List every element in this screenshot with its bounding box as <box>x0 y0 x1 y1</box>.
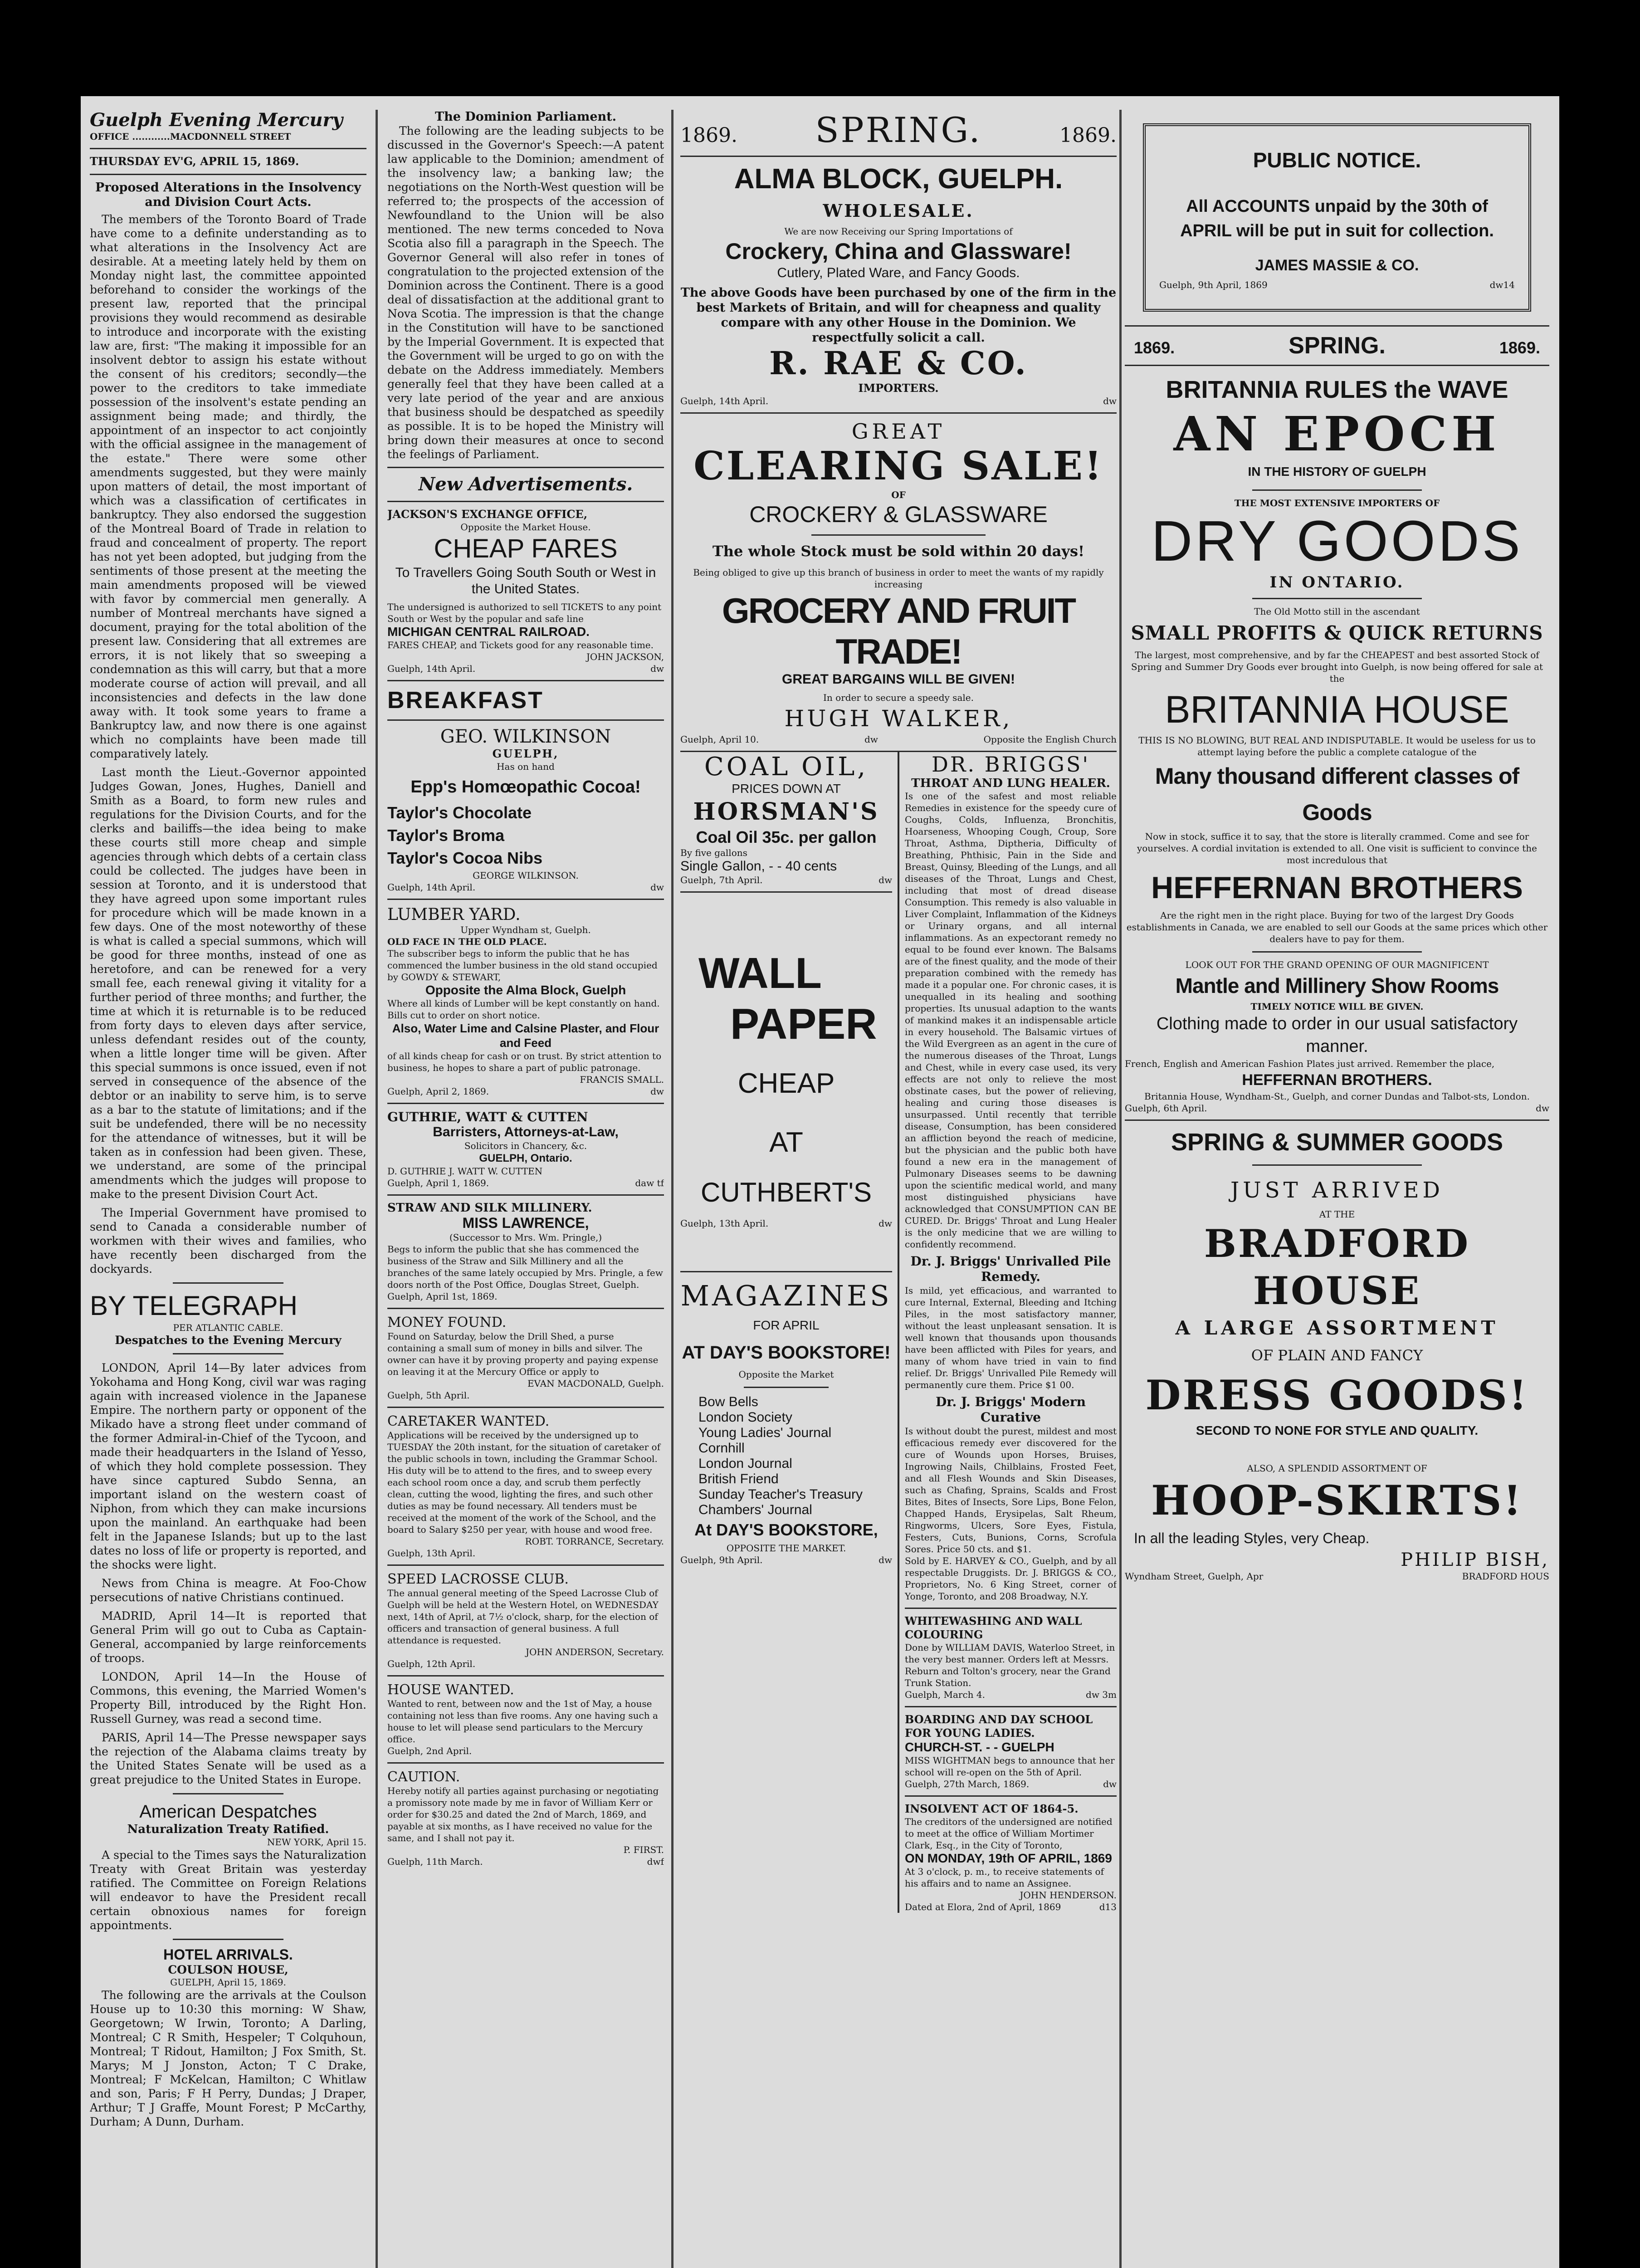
ad-text: Taylor's Chocolate <box>387 803 532 822</box>
ad-signature: JOHN ANDERSON, Secretary. <box>525 1647 664 1657</box>
ad-text: FARES CHEAP, and Tickets good for any reasonable time. <box>387 640 654 650</box>
caretaker-ad <box>387 1413 664 1559</box>
heffernan-address: Britannia House, Wyndham-St., Guelph, and corner Dundas and Talbot-sts, London. <box>1144 1091 1530 1102</box>
magazine-list <box>680 1394 892 1518</box>
column-rule <box>1119 110 1122 2268</box>
american-sub: Naturalization Treaty Ratified. <box>127 1823 329 1836</box>
clearing-text: CROCKERY & GLASSWARE <box>749 502 1048 527</box>
days-bookstore: AT DAY'S BOOKSTORE! <box>682 1343 891 1363</box>
ad-date: Guelph, 9th April, 1869 <box>1159 279 1268 290</box>
article-paragraph: The Imperial Government have promised to send to Canada a considerable number of workmen with their wives and families, who have recently been discharged from the dockyards. <box>90 1206 366 1276</box>
britannia-rules: BRITANNIA RULES the WAVE <box>1166 376 1508 403</box>
epoch-headline: AN EPOCH <box>1173 406 1501 462</box>
ad-text: Where all kinds of Lumber will be kept constantly on hand. Bills cut to order on short notice. <box>387 998 660 1021</box>
french-text: French, English and American Fashion Plates just arrived. Remember the place, <box>1125 1058 1495 1069</box>
rae-headline: Crockery, China and Glassware! <box>725 239 1072 264</box>
ad-date: Guelph, 5th April. <box>387 1390 470 1401</box>
american-headline: American Despatches <box>139 1802 317 1822</box>
guthrie-ad <box>387 1110 664 1189</box>
rae-text: The above Goods have been purchased by one of the firm in the best Markets of Britain, and will for cheapness and quality compare with any other House in the Dominion. We respectfully solicit a call. <box>680 286 1117 345</box>
also-text: ALSO, A SPLENDID ASSORTMENT OF <box>1247 1463 1427 1474</box>
ad-date: Guelph, 9th April. <box>680 1554 763 1565</box>
ad-text: GUELPH, <box>492 747 559 760</box>
lacrosse-ad <box>387 1571 664 1670</box>
money-found-ad <box>387 1315 664 1401</box>
ad-date: Guelph, April 2, 1869. <box>387 1086 489 1097</box>
ad-date: Guelph, April 10. <box>680 734 759 745</box>
cuthbert-name: CUTHBERT'S <box>700 1177 872 1207</box>
parliament-headline: The Dominion Parliament. <box>434 110 617 124</box>
briggs-sub: Dr. J. Briggs' Unrivalled Pile Remedy. <box>910 1254 1111 1284</box>
no-blowing-text: THIS IS NO BLOWING, BUT REAL AND INDISPUTABLE. It would be useless for us to attempt laying before the public a complete catalogue of the <box>1138 735 1536 758</box>
telegraph-paragraph: LONDON, April 14—In the House of Commons, this evening, the Married Women's Property Bill, introduced by the Right Hon. Russell Gurney, was read a second time. <box>90 1670 366 1725</box>
boarding-text: CHURCH-ST. - - GUELPH <box>905 1740 1054 1754</box>
ad-code: dw <box>650 1086 664 1097</box>
ad-date: Guelph, March 4. <box>905 1689 985 1700</box>
importers-text: THE MOST EXTENSIVE IMPORTERS OF <box>1234 498 1440 508</box>
wall-text: AT <box>769 1127 803 1158</box>
days-bookstore: At DAY'S BOOKSTORE, <box>694 1520 878 1539</box>
bradford-headline: BRADFORD HOUSE <box>1204 1221 1470 1313</box>
right-men-text: Are the right men in the right place. Buying for two of the largest Dry Goods establishments in Canada, we are enabled to sell our Goods at the same prices which other dealers have to pay for them. <box>1126 910 1548 944</box>
centre-left-subcolumn <box>680 752 899 1913</box>
insolvent-text: At 3 o'clock, p. m., to receive statements of his affairs and to name an Assignee. <box>905 1866 1104 1889</box>
parliament-paragraph: The following are the leading subjects to be discussed in the Governor's Speech:—A patent law applicable to the Dominion; amendment of the insolvency law; a banking law; the negotiations on the North-West question will be referred to; the prospects of the accession of Newfoundland to the Union will be also mentioned. The new terms conceded to Nova Scotia also fill a paragraph in the Speech. The Governor General will also refer in tones of congratulation to the projected extension of the Dominion across the Continent. There is a good deal of dissatisfaction at the additional grant to Nova Scotia. The impression is that the change in the Constitution will have to be sanctioned by the Imperial Government. It is expected that the Government will be urged to go on with the debate on the Address immediately. Members generally feel that they have been called at a very late period of the year and are anxious that business should be despatched as speedily as possible. It is to be hoped the Ministry will bring down their measures at once to second the feelings of Parliament. <box>387 124 664 461</box>
briggs-text: Sold by E. HARVEY & CO., Guelph, and by all respectable Druggists. Dr. J. BRIGGS & CO., Proprietors, No. 6 King Street, corner of Yonge, Toronto, and 208 Broadway, N.Y. <box>905 1555 1117 1602</box>
telegraph-paragraph: LONDON, April 14—By later advices from Yokohama and Hong Kong, civil war was raging again with increased violence in the Japanese Empire. The northern party or opponent of the Mikado have a strong fleet under command of the former Admiral-in-Chief of the Tycoon, and made their headquarters in the Island of Yesso, of which they hold complete possession. They have since captured Subdo Senna, an important island on the western coast of Niphon, from which they can make incursions upon the mainland. An earthquake had been felt in the Japanese Islands; but up to the last dates no loss of life or property is reported, and the shocks were light. <box>90 1361 366 1571</box>
ad-code: dw <box>1536 1103 1549 1114</box>
at-the: AT THE <box>1319 1209 1355 1220</box>
paper-headline: PAPER <box>730 1000 877 1048</box>
just-arrived: JUST ARRIVED <box>1230 1178 1444 1203</box>
ad-text: (Successor to Mrs. Wm. Pringle,) <box>449 1232 602 1243</box>
hotel-headline: HOTEL ARRIVALS. <box>163 1946 293 1963</box>
ad-headline: SPEED LACROSSE CLUB. <box>387 1571 569 1587</box>
small-profits: SMALL PROFITS & QUICK RETURNS <box>1131 622 1543 644</box>
column-ads-right <box>1125 110 1549 2268</box>
ad-text: of all kinds cheap for cash or on trust. By strict attention to business, he hopes to share a part of public patronage. <box>387 1051 662 1073</box>
year-label: 1869. <box>1134 338 1175 357</box>
hotel-dateline: GUELPH, April 15, 1869. <box>170 1977 286 1988</box>
public-notice-text: All ACCOUNTS unpaid by the 30th of APRIL will be put in suit for collection. <box>1180 197 1494 240</box>
magazine-item: British Friend <box>698 1471 779 1486</box>
insolvent-headline: INSOLVENT ACT OF 1864-5. <box>905 1802 1079 1815</box>
ad-code: dw <box>879 875 892 885</box>
ad-signature: JOHN JACKSON, <box>586 651 664 662</box>
year-label: 1869. <box>1059 124 1117 147</box>
public-notice-headline: PUBLIC NOTICE. <box>1253 148 1421 172</box>
hotel-paragraph: The following are the arrivals at the Coulson House up to 10:30 this morning: W Shaw, Georgetown; W Irwin, Toronto; A Darling, Montreal; C R Smith, Hespeler; T Colquhoun, Montreal; T Ridout, Hamilton; J Fox Smith, St. Marys; M J Jonston, Acton; T C Drake, Montreal; F McKelcan, Hamilton; C Whitlaw and son, Paris; F H Perry, Dundas; J Draper, Arthur; T J Graffe, Mount Forest; P McCarthy, Durham; A Dunn, Durham. <box>90 1989 366 2128</box>
whitewash-text: Done by WILLIAM DAVIS, Waterloo Street, in the very best manner. Orders left at Messrs. Reburn and Tolton's grocery, near the Grand Trunk Station. <box>905 1642 1115 1688</box>
bish-address: Wyndham Street, Guelph, Apr <box>1125 1571 1264 1582</box>
clearing-text: GREAT BARGAINS WILL BE GIVEN! <box>782 672 1015 687</box>
masthead: Guelph Evening Mercury <box>90 110 343 131</box>
rae-text: We are now Receiving our Spring Importations of <box>784 226 1013 237</box>
american-paragraph: A special to the Times says the Naturalization Treaty with Great Britain was yesterday ratified. The Committee on Foreign Relations will endeavor to have the President recall certain obnoxious names for foreign appointments. <box>90 1848 366 1932</box>
clearing-text: Being obliged to give up this branch of business in order to meet the wants of my rapidly increasing <box>693 567 1104 590</box>
telegraph-headline: BY TELEGRAPH <box>90 1290 298 1321</box>
column-ads-left <box>387 110 664 2268</box>
telegraph-paragraph: MADRID, April 14—It is reported that General Prim will go out to Cuba as Captain-General, accompanied by large reinforcements of troops. <box>90 1609 366 1665</box>
ad-text: D. GUTHRIE J. WATT W. CUTTEN <box>387 1166 543 1177</box>
ad-text: Found on Saturday, below the Drill Shed, a purse containing a small sum of money in bills and silver. The owner can have it by proving property and paying expense on leaving it at the Mercury Office or apply to <box>387 1331 659 1377</box>
ontario-text: IN ONTARIO. <box>1269 573 1405 591</box>
massie-name: JAMES MASSIE & CO. <box>1255 257 1419 274</box>
magazine-item: London Society <box>698 1410 792 1425</box>
ad-text: Upper Wyndham st, Guelph. <box>460 924 591 935</box>
article-paragraph: The members of the Toronto Board of Trade have come to a definite understanding as to what alterations in the Insolvency Act are desirable. At a meeting lately held by them on Monday night last, the committee appointed beforehand to consider the workings of the present law, reported that the principal provisions they would recommend as desirable to introduce and incorporate with the existing law are, first: "The making it impossible for an insolvent debtor to assign his estate without the consent of his creditors; secondly—the power to the creditors to take immediate possession of the insolvent's estate pending an assignment being made; and thirdly, the appointment of an inspector to act conjointly with the official assignee in the management of the estate." There were some other amendments suggested, but they were mainly upon matters of detail, the most important of which was a classification of certificates in bankruptcy. They also endorsed the suggestion of the Montreal Board of Trade in relation to fraud and concealment of property. The report has not yet been adopted, but judging from the sentiments of those present at the meeting the main amendments proposed will be viewed with favor by commercial men generally. A number of Montreal merchants have signed a document, praying for the total abolition of the present law. Considering that all extremes are errors, it is not likely that so sweeping a condemnation as this will carry, but that a more moderate course of action will prevail, and all inconsistencies and defects in the law done away with. It took some years to frame a Bankruptcy law, and now there is one against which no complaints have been made till comparatively lately. <box>90 213 366 760</box>
office-line: OFFICE ............MACDONNELL STREET <box>90 131 291 142</box>
newspaper-page <box>81 96 1559 2268</box>
ad-signature: P. FIRST. <box>623 1844 664 1855</box>
grocery-headline: GROCERY AND FRUIT TRADE! <box>722 591 1075 671</box>
ad-headline: MONEY FOUND. <box>387 1315 507 1330</box>
ad-headline: CHEAP FARES <box>434 534 618 563</box>
caution-ad <box>387 1769 664 1867</box>
coal-text: PRICES DOWN AT <box>732 782 841 796</box>
briggs-sub: Dr. J. Briggs' Modern Curative <box>936 1394 1086 1425</box>
telegraph-paragraph: PARIS, April 14—The Presse newspaper says the rejection of the Alabama claims treaty by the United States Senate will be used as a great prejudice to the United States in Europe. <box>90 1731 366 1786</box>
rae-text: IMPORTERS. <box>858 381 939 395</box>
ad-date: Guelph, 2nd April. <box>387 1745 472 1756</box>
plain-fancy-text: OF PLAIN AND FANCY <box>1251 1347 1423 1364</box>
bish-house: BRADFORD HOUS <box>1462 1571 1549 1582</box>
article-headline: Proposed Alterations in the Insolvency and Division Court Acts. <box>95 181 361 209</box>
magazine-item: London Journal <box>698 1456 792 1471</box>
ad-code: dw <box>879 1554 892 1565</box>
new-ads-headline: New Advertisements. <box>418 474 633 495</box>
styles-text: In all the leading Styles, very Cheap. <box>1134 1530 1370 1546</box>
millinery-ad <box>387 1201 664 1302</box>
briggs-sub: THROAT AND LUNG HEALER. <box>911 777 1110 790</box>
ad-date: Guelph, 14th April. <box>680 396 769 406</box>
magazine-item: Chambers' Journal <box>698 1502 812 1517</box>
ad-text: Has on hand <box>497 761 555 772</box>
ad-text: GUELPH, Ontario. <box>479 1152 572 1164</box>
magazines-text: FOR APRIL <box>753 1318 820 1332</box>
bish-name: PHILIP BISH, <box>1401 1549 1549 1570</box>
ad-code: dwf <box>647 1856 664 1867</box>
ad-headline: LUMBER YARD. <box>387 905 521 924</box>
ad-headline: CAUTION. <box>387 1769 460 1785</box>
ad-text: Also, Water Lime and Calsine Plaster, and Flour and Feed <box>392 1022 659 1050</box>
rae-text: Cutlery, Plated Ware, and Fancy Goods. <box>777 265 1020 280</box>
coal-text: Single Gallon, - - 40 cents <box>680 859 837 874</box>
magazine-item: Young Ladies' Journal <box>698 1425 832 1440</box>
ad-text: Taylor's Broma <box>387 826 504 845</box>
year-label: 1869. <box>680 124 737 147</box>
magazines-text: OPPOSITE THE MARKET. <box>726 1543 846 1554</box>
ad-text: Begs to inform the public that she has commenced the business of the Straw and Silk Millinery and all the branches of the same lately occupied by Mrs. Pringle, a few doors north of the Post Office, Douglas Street, Guelph. <box>387 1244 663 1290</box>
ad-code: dw <box>650 663 664 674</box>
ad-signature: EVAN MACDONALD, Guelph. <box>527 1378 664 1389</box>
lumber-ad <box>387 905 664 1097</box>
ad-date: Guelph, April 1, 1869. <box>387 1178 489 1188</box>
ad-date: Guelph, 27th March, 1869. <box>905 1779 1030 1789</box>
clearing-text: In order to secure a speedy sale. <box>823 692 974 703</box>
telegraph-paragraph: News from China is meagre. At Foo-Chow persecutions of native Christians continued. <box>90 1577 366 1604</box>
ad-text: Wanted to rent, between now and the 1st of May, a house containing not less than five rooms. Any one having such a house to let will please send particulars to the Mercury office. <box>387 1698 658 1745</box>
jackson-ad <box>387 508 664 675</box>
ad-headline: STRAW AND SILK MILLINERY. <box>387 1201 592 1215</box>
boarding-headline: BOARDING AND DAY SCHOOL FOR YOUNG LADIES. <box>905 1713 1093 1740</box>
walker-name: HUGH WALKER, <box>784 705 1013 732</box>
ad-code: dw <box>879 1218 892 1229</box>
ad-code: daw tf <box>635 1178 664 1188</box>
article-paragraph: Last month the Lieut.-Governor appointed Judges Gowan, Jones, Hughes, Daniell and Smith as a Board, to form new rules and regulations for the Division Courts, and for the clerks and bailiffs—the idea being to make these courts still more cheap and simple agencies through which debts of a certain class could be collected. The judges have been in session at Toronto, and it is understood that they have agreed upon some important rules for procedure which will be made known in a few days. One of the most noteworthy of these is what is called a special summons, which will be good for three months, instead of one as heretofore, and can be renewed for a very small fee, each renewal giving it vitality for a further period of three months; and further, the time at which it is returnable is to be reduced from forty days to eleven days after service, unless defendant resides out of the county, when a little longer time will be given. After this special summons is once issued, even if not served in consequence of the absence of the debtor or an inability to serve him, is to serve as a bar to the statute of limitations; and if the suit be undefended, there will be no necessity for the attendance of witnesses, but it will be taken as in confession had been given. These, we understand, are some of the principal amendments which the judges will propose to make to the present Division Court Act. <box>90 766 366 1201</box>
hoop-skirts-headline: HOOP-SKIRTS! <box>1151 1476 1523 1525</box>
britannia-house: BRITANNIA HOUSE <box>1165 688 1509 731</box>
ad-date: Dated at Elora, 2nd of April, 1869 <box>905 1901 1061 1912</box>
clearing-text: OF <box>891 489 906 500</box>
clothing-text: Clothing made to order in our usual satisfactory manner. <box>1156 1014 1518 1056</box>
ad-sub: Opposite the Market House. <box>460 522 591 533</box>
ad-text: MISS LAWRENCE, <box>462 1215 589 1231</box>
house-wanted-ad <box>387 1682 664 1757</box>
public-notice-box <box>1143 123 1531 312</box>
insolvent-text: The creditors of the undersigned are notified to meet at the office of William Mortimer Clark, Esq., in the City of Toronto, <box>905 1816 1113 1851</box>
ad-signature: JOHN HENDERSON. <box>1020 1890 1117 1901</box>
ad-signature: GEORGE WILKINSON. <box>473 870 579 881</box>
magazines-text: Opposite the Market <box>738 1369 834 1380</box>
briggs-text: Is one of the safest and most reliable Remedies in existence for the speedy cure of Coughs, Colds, Influenza, Bronchitis, Hoarseness, Whooping Cough, Croup, Sore Throat, Asthma, Diptheria, Difficulty of Breathing, Phthisic, Pain in the Side and Breast, Quinsy, Bleeding of the Lungs, and all diseases of the Throat, Lungs and Chest, including that most of dread disease Consumption. This remedy is also valuable in Liver Complaint, Inflammation of the Kidneys or Urinary organs, and all internal inflammations. As an expectorant remedy no equal to be found ever known. The Balsams are of the finest quality, and the mode of their preparation combined with the remedy has made it a popular one. For chronic cases, it is unequalled in its healing and soothing properties. Its unusual adaption to the wants of mankind makes it an indispensable article in every household. The Balsamic virtues of the Wild Evergreen as an agent in the cure of the numerous diseases of the Throat, Lungs and Chest, while in every case used, its very effects are not only to relieve the most obstinate cases, but the power of relieving, healing and curing those diseases is unsurpassed. Until recently that terrible disease, Consumption, has been considered an affliction beyond the reach of medicine, but the physician and the public both have found a new era in the management of Pulmonary Diseases seems to be dawning upon the scientific medical world, and many most distinguished physicians have acknowledged that CONSUMPTION CAN BE CURED. Dr. Briggs' Throat and Lung Healer is the only medicine that we are willing to confidently recommend. <box>905 791 1117 1250</box>
spring-headline: SPRING. <box>1289 332 1386 359</box>
column-rule <box>671 110 674 2268</box>
column-rule <box>376 110 378 2268</box>
ad-headline: BREAKFAST <box>387 687 544 714</box>
alma-headline: ALMA BLOCK, GUELPH. <box>734 163 1063 195</box>
column-editorial <box>90 110 366 2268</box>
heffernan-headline: HEFFERNAN BROTHERS <box>1151 870 1523 905</box>
largest-text: The largest, most comprehensive, and by far the CHEAPEST and best assorted Stock of Spring and Summer Dry Goods ever brought into Guelph, is now being offered for sale at the <box>1131 650 1543 684</box>
clearing-headline: CLEARING SALE! <box>693 443 1103 489</box>
ad-text: The undersigned is authorized to sell TICKETS to any point South or West by the popular and safe line <box>387 601 662 624</box>
ad-date: Guelph, 14th April. <box>387 882 476 893</box>
timely-text: TIMELY NOTICE WILL BE GIVEN. <box>1250 1001 1424 1012</box>
insolvent-text: ON MONDAY, 19th OF APRIL, 1869 <box>905 1851 1112 1865</box>
ad-text: To Travellers Going South South or West in the United States. <box>395 565 656 596</box>
look-out-text: LOOK OUT FOR THE GRAND OPENING OF OUR MAGNIFICENT <box>1185 959 1489 970</box>
dateline: THURSDAY EV'G, APRIL 15, 1869. <box>90 155 299 168</box>
ad-code: d13 <box>1099 1901 1117 1912</box>
hotel-sub: COULSON HOUSE, <box>168 1963 288 1976</box>
ad-text: Taylor's Cocoa Nibs <box>387 849 542 867</box>
year-label: 1869. <box>1499 338 1540 357</box>
wall-text: CHEAP <box>737 1068 835 1099</box>
boarding-text: MISS WIGHTMAN begs to announce that her school will re-open on the 5th of April. <box>905 1755 1115 1778</box>
ad-text: The subscriber begs to inform the public that he has commenced the lumber business in the old stand occupied by GOWDY & STEWART, <box>387 948 658 982</box>
telegraph-sub2: Despatches to the Evening Mercury <box>115 1334 342 1347</box>
stock-text: Now in stock, suffice it to say, that the store is literally crammed. Come and see for yourselves. A cordial invitation is extended to all. One visit is sufficient to convince the most incredulous that <box>1137 831 1538 865</box>
ad-date: Guelph, 11th March. <box>387 1856 483 1867</box>
magazine-item: Cornhill <box>698 1441 745 1456</box>
centre-right-subcolumn <box>899 752 1117 1913</box>
ad-signature: FRANCIS SMALL. <box>580 1074 664 1085</box>
ad-code: dw <box>1103 396 1117 406</box>
ad-code: dw 3m <box>1086 1689 1117 1700</box>
ad-headline: GEO. WILKINSON <box>440 726 611 747</box>
magazine-item: Sunday Teacher's Treasury <box>698 1487 863 1502</box>
wholesale-label: WHOLESALE. <box>823 200 974 221</box>
american-dateline: NEW YORK, April 15. <box>267 1837 366 1848</box>
coal-text: By five gallons <box>680 847 747 858</box>
wilkinson-ad <box>387 687 664 893</box>
ad-date: Guelph, 13th April. <box>680 1218 769 1229</box>
dress-goods-headline: DRESS GOODS! <box>1145 1371 1529 1419</box>
ad-text: Hereby notify all parties against purchasing or negotiating a promissory note made by me in favor of William Kerr or order for $30.25 and dated the 2nd of March, 1869, and payable at six months, as I have received no value for the same, and I shall not pay it. <box>387 1785 659 1843</box>
ad-date: Guelph, 12th April. <box>387 1658 476 1669</box>
ad-headline: GUTHRIE, WATT & CUTTEN <box>387 1110 588 1124</box>
many-thousand: Many thousand different classes of Goods <box>1155 763 1519 825</box>
ad-headline: CARETAKER WANTED. <box>387 1413 550 1429</box>
history-text: IN THE HISTORY OF GUELPH <box>1248 464 1426 479</box>
ad-date: Guelph, April 1st, 1869. <box>387 1291 498 1302</box>
briggs-headline: DR. BRIGGS' <box>931 752 1090 777</box>
column-ads-centre <box>680 110 1117 2268</box>
ad-code: dw14 <box>1489 279 1515 290</box>
ad-title: JACKSON'S EXCHANGE OFFICE, <box>387 508 588 521</box>
ad-text: MICHIGAN CENTRAL RAILROAD. <box>387 625 590 639</box>
coal-headline: COAL OIL, <box>704 752 869 782</box>
second-to-none: SECOND TO NONE FOR STYLE AND QUALITY. <box>1196 1423 1479 1437</box>
ad-code: dw <box>650 882 664 893</box>
ad-text: Solicitors in Chancery, &c. <box>464 1140 587 1151</box>
wall-headline: WALL <box>698 949 822 997</box>
whitewash-headline: WHITEWASHING AND WALL COLOURING <box>905 1614 1082 1641</box>
ad-text: Opposite the Alma Block, Guelph <box>425 983 626 997</box>
ad-headline: HOUSE WANTED. <box>387 1682 514 1698</box>
magazines-headline: MAGAZINES <box>680 1279 892 1312</box>
rae-name: R. RAE & CO. <box>769 344 1028 382</box>
mantle-headline: Mantle and Millinery Show Rooms <box>1175 974 1499 997</box>
ad-code: dw <box>1103 1779 1117 1789</box>
ad-text: Barristers, Attorneys-at-Law, <box>433 1124 619 1139</box>
ad-text: The annual general meeting of the Speed Lacrosse Club of Guelph will be held at the Western Hotel, on WEDNESDAY next, 14th of April, at 7½ o'clock, sharp, for the election of officers and transaction of general business. A full attendance is requested. <box>387 1588 659 1646</box>
clearing-great: GREAT <box>851 419 946 444</box>
spring-summer-headline: SPRING & SUMMER GOODS <box>1171 1129 1503 1156</box>
dry-goods-headline: DRY GOODS <box>1151 509 1523 573</box>
ad-date: Guelph, 6th April. <box>1125 1103 1207 1114</box>
briggs-text: Is without doubt the purest, mildest and most efficacious remedy ever discovered for the cure of Wounds upon Horses, Bruises, Ingrowing Nails, Chilblains, Frosted Feet, and all Flesh Wounds and Skin Diseases, such as Chafing, Sprains, Scalds and Frost Bites, Bites of Insects, Sore Lips, Bone Felon, Chapped Hands, Erysipelas, Salt Rheum, Ringworms, Ulcers, Sore Eyes, Fistula, Festers, Cuts, Bunions, Corns, Scrofula Sores. Price 50 cts. and $1. <box>905 1426 1117 1554</box>
ad-date: Guelph, 13th April. <box>387 1548 476 1559</box>
horsman-name: HORSMAN'S <box>693 798 879 826</box>
ad-text: Applications will be received by the undersigned up to TUESDAY the 20th instant, for the situation of caretaker of the public schools in town, including the Grammar School. His duty will be to attend to the fires, and to sweep every each school room once a day, and scrub them perfectly clean, cutting the wood, lighting the fires, and such other duties as may be found necessary. All tenders must be received at the moment of the work of the School, and the board to Salary $250 per year, with house and wood free. <box>387 1430 660 1535</box>
ad-signature: ROBT. TORRANCE, Secretary. <box>525 1536 664 1547</box>
ad-text: Opposite the English Church <box>983 734 1117 745</box>
ad-code: dw <box>864 734 878 745</box>
briggs-text: Is mild, yet efficacious, and warranted to cure Internal, External, Bleeding and Itching Piles, in the most satisfactory manner, without the least unpleasant sensation. It is well known that thousands upon thousands have been afflicted with Piles for years, and many of whom have tried in vain to find relief. Dr. Briggs' Unrivalled Pile Remedy will permanently cure them. Price $1 00. <box>905 1285 1117 1390</box>
ad-text: Epp's Homœopathic Cocoa! <box>410 777 641 797</box>
coal-text: Coal Oil 35c. per gallon <box>696 828 877 846</box>
magazine-item: Bow Bells <box>698 1394 758 1409</box>
heffernan-signature: HEFFERNAN BROTHERS. <box>1242 1071 1432 1089</box>
ad-text: OLD FACE IN THE OLD PLACE. <box>387 936 547 947</box>
assortment-text: A LARGE ASSORTMENT <box>1175 1317 1499 1339</box>
clearing-text: The whole Stock must be sold within 20 days! <box>712 543 1085 560</box>
ad-date: Guelph, 7th April. <box>680 875 763 885</box>
ad-date: Guelph, 14th April. <box>387 663 476 674</box>
spring-headline: SPRING. <box>815 110 982 150</box>
motto-text: The Old Motto still in the ascendant <box>1254 606 1420 617</box>
telegraph-sub: PER ATLANTIC CABLE. <box>173 1322 283 1333</box>
